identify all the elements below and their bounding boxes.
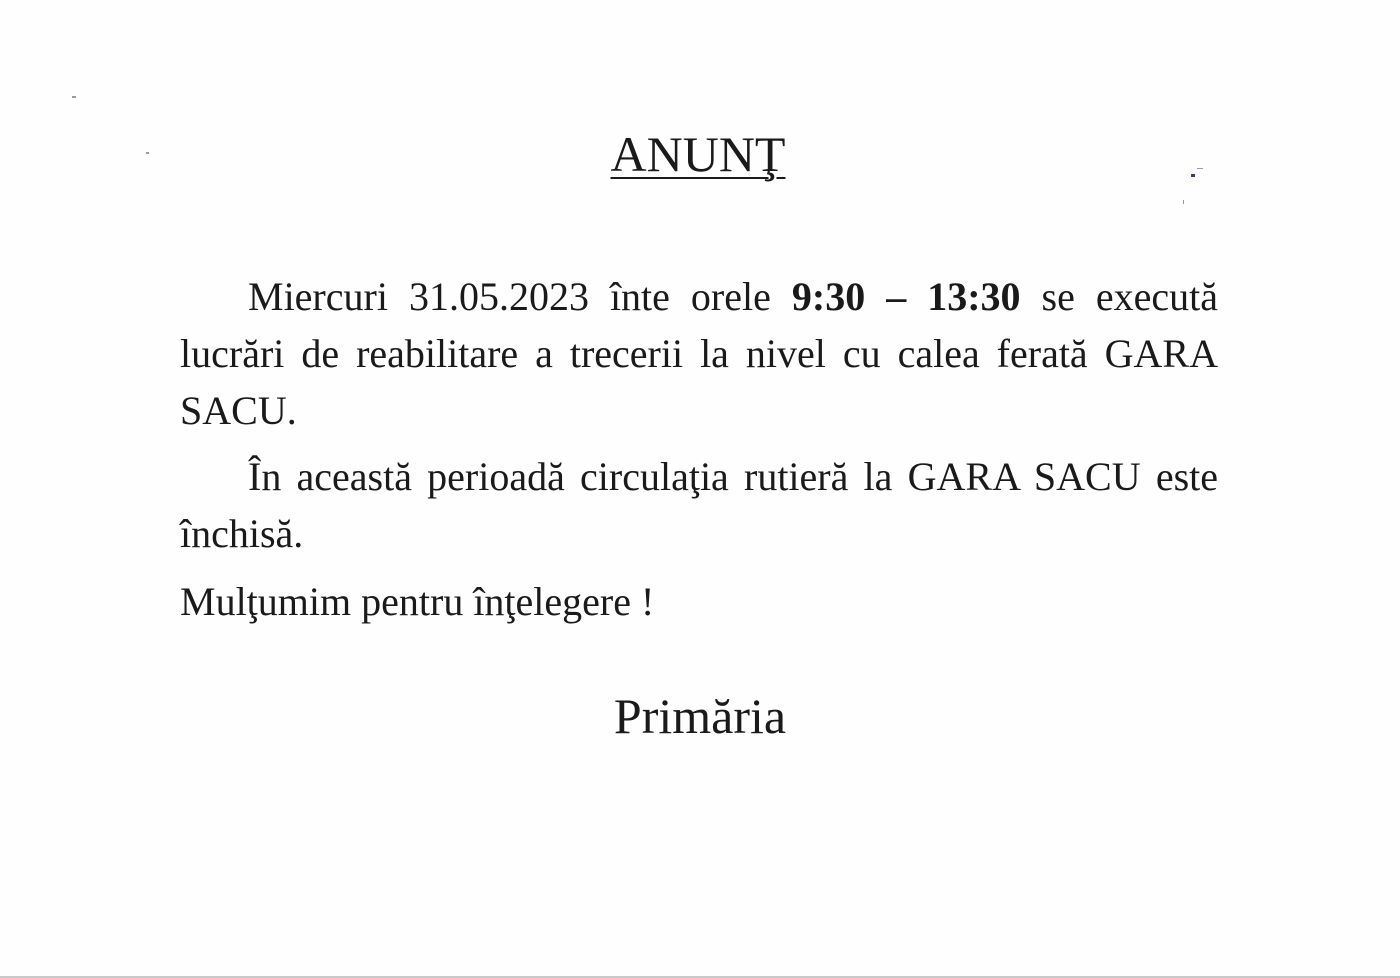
notice-paragraph-thanks: Mulţumim pentru înţelegere ! (180, 579, 655, 624)
notice-title-text: ANUNŢ (610, 126, 786, 182)
notice-signature: Primăria (613, 688, 787, 744)
notice-paragraph-schedule (180, 268, 1218, 439)
time-end: 13:30 (927, 274, 1021, 319)
time-start: 9:30 (791, 274, 866, 319)
notice-title (0, 124, 1396, 184)
notice-paragraph-closure: În această perioadă circulaţia rutieră la GARA SACU este închisă. (180, 454, 1218, 556)
scan-speck (72, 96, 76, 98)
schedule-lead: Miercuri 31.05.2023 înte orele (248, 274, 792, 319)
scan-speck (1183, 200, 1184, 204)
schedule-rest: se execută lucrări de reabilitare a trecerii la nivel cu calea ferată GARA SACU. (180, 274, 1218, 433)
time-dash: – (865, 274, 928, 319)
